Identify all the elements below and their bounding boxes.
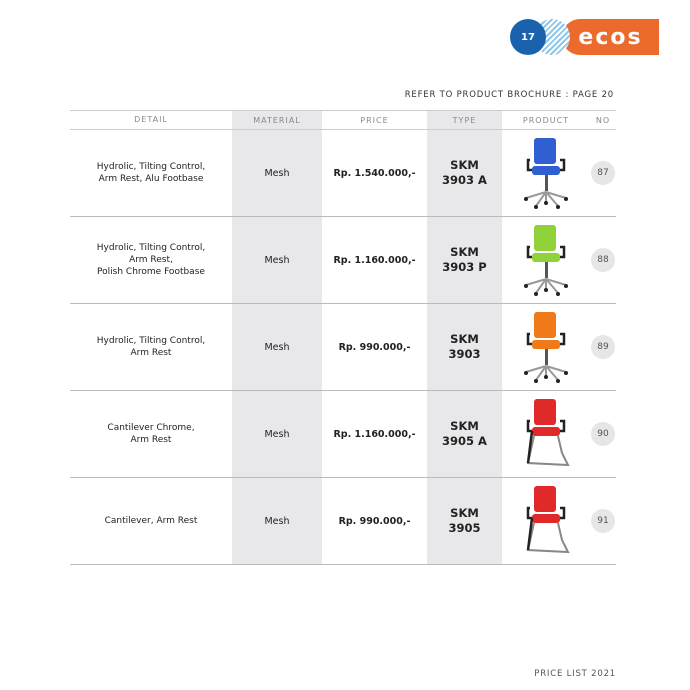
price-table bbox=[70, 110, 616, 565]
brochure-reference: REFER TO PRODUCT BROCHURE : PAGE 20 bbox=[404, 90, 614, 100]
detail-cell bbox=[70, 304, 232, 390]
office-chair-icon bbox=[518, 397, 574, 471]
material-cell: Mesh bbox=[232, 130, 322, 216]
office-chair-icon bbox=[518, 223, 574, 297]
detail-cell bbox=[70, 478, 232, 564]
office-chair-icon bbox=[518, 484, 574, 558]
type-line: SKM bbox=[450, 158, 479, 172]
detail-line: Hydrolic, Tilting Control, bbox=[96, 162, 206, 172]
type-line: 3905 A bbox=[442, 434, 487, 448]
detail-cell bbox=[70, 130, 232, 216]
detail-line: Cantilever, Arm Rest bbox=[104, 516, 198, 526]
detail-cell bbox=[70, 217, 232, 303]
header-no: NO bbox=[595, 115, 611, 125]
type-line: 3903 bbox=[448, 347, 481, 361]
type-cell bbox=[427, 130, 502, 216]
no-cell bbox=[590, 391, 616, 477]
table-row bbox=[70, 391, 616, 478]
ecos-logo bbox=[510, 17, 660, 57]
no-cell bbox=[590, 130, 616, 216]
detail-line: Arm Rest, bbox=[129, 255, 173, 265]
item-number-badge: 87 bbox=[591, 161, 615, 185]
office-chair-icon bbox=[518, 310, 574, 384]
type-line: 3903 P bbox=[442, 260, 487, 274]
material-cell: Mesh bbox=[232, 304, 322, 390]
header-material: MATERIAL bbox=[232, 111, 322, 129]
product-image bbox=[502, 304, 590, 390]
detail-cell bbox=[70, 391, 232, 477]
material-cell: Mesh bbox=[232, 391, 322, 477]
item-number-badge: 89 bbox=[591, 335, 615, 359]
detail-line: Arm Rest, Alu Footbase bbox=[98, 174, 204, 184]
price-cell: Rp. 1.160.000,- bbox=[333, 428, 416, 440]
item-number-badge: 90 bbox=[591, 422, 615, 446]
brand-name: ecos bbox=[562, 19, 659, 55]
type-line: SKM bbox=[450, 245, 479, 259]
detail-line: Hydrolic, Tilting Control, bbox=[96, 243, 206, 253]
detail-line: Arm Rest bbox=[130, 435, 172, 445]
material-cell: Mesh bbox=[232, 478, 322, 564]
type-line: SKM bbox=[450, 506, 479, 520]
detail-line: Cantilever Chrome, bbox=[107, 423, 195, 433]
header-product: PRODUCT bbox=[522, 115, 570, 125]
type-line: 3903 A bbox=[442, 173, 487, 187]
table-row bbox=[70, 304, 616, 391]
table-row bbox=[70, 478, 616, 565]
header-detail: DETAIL bbox=[134, 115, 168, 124]
detail-line: Arm Rest bbox=[130, 348, 172, 358]
footer-label: PRICE LIST 2021 bbox=[534, 669, 616, 679]
office-chair-icon bbox=[518, 136, 574, 210]
type-line: SKM bbox=[450, 332, 479, 346]
product-image bbox=[502, 478, 590, 564]
price-cell: Rp. 990.000,- bbox=[338, 341, 411, 353]
no-cell bbox=[590, 304, 616, 390]
no-cell bbox=[590, 478, 616, 564]
product-image bbox=[502, 130, 590, 216]
type-cell bbox=[427, 391, 502, 477]
price-cell: Rp. 1.160.000,- bbox=[333, 254, 416, 266]
price-cell: Rp. 1.540.000,- bbox=[333, 167, 416, 179]
product-image bbox=[502, 217, 590, 303]
header-type: TYPE bbox=[427, 111, 502, 129]
detail-line: Hydrolic, Tilting Control, bbox=[96, 336, 206, 346]
price-cell: Rp. 990.000,- bbox=[338, 515, 411, 527]
item-number-badge: 88 bbox=[591, 248, 615, 272]
table-row bbox=[70, 217, 616, 304]
type-line: 3905 bbox=[448, 521, 481, 535]
type-line: SKM bbox=[450, 419, 479, 433]
detail-line: Polish Chrome Footbase bbox=[97, 267, 205, 277]
type-cell bbox=[427, 478, 502, 564]
material-cell: Mesh bbox=[232, 217, 322, 303]
table-header bbox=[70, 111, 616, 130]
table-row bbox=[70, 130, 616, 217]
item-number-badge: 91 bbox=[591, 509, 615, 533]
type-cell bbox=[427, 217, 502, 303]
header-price: PRICE bbox=[360, 115, 389, 125]
page-number-badge: 17 bbox=[510, 19, 546, 55]
type-cell bbox=[427, 304, 502, 390]
product-image bbox=[502, 391, 590, 477]
no-cell bbox=[590, 217, 616, 303]
